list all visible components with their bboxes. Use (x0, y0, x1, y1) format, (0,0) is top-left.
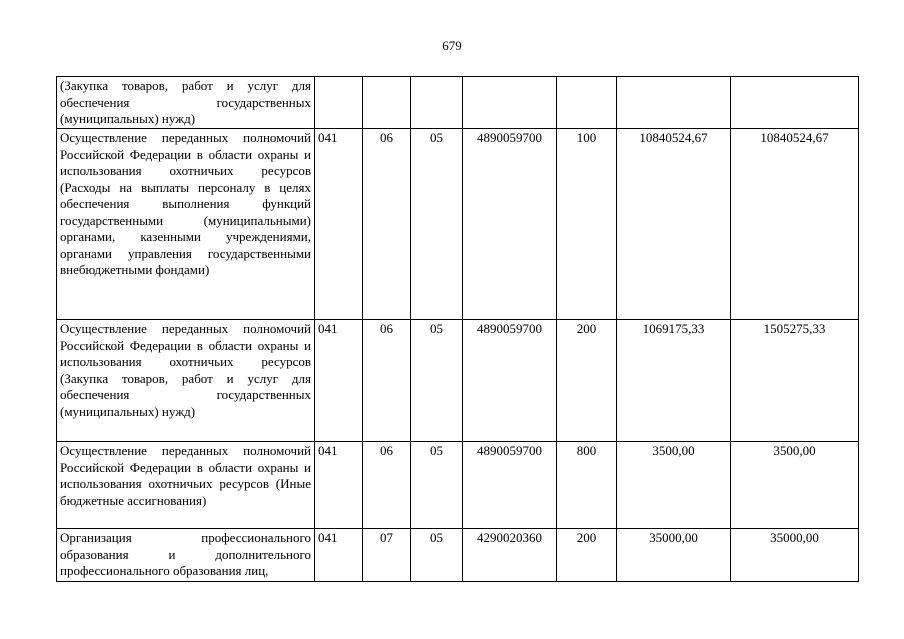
csr-code: 4890059700 (463, 320, 557, 442)
table-row (57, 529, 859, 582)
table-row (57, 77, 859, 129)
rz-code (363, 77, 411, 129)
vr-code (557, 77, 617, 129)
row-description: Организация профессионального образования и дополнительного профессионального образования лиц, (57, 529, 315, 582)
sum-2: 1505275,33 (731, 320, 859, 442)
pr-code: 05 (411, 442, 463, 529)
pr-code: 05 (411, 320, 463, 442)
vr-code: 200 (557, 529, 617, 582)
row-description: Осуществление переданных полномочий Российской Федерации в области охраны и использования охотничьих ресурсов (Иные бюджетные ассигнования) (57, 442, 315, 529)
sum-1 (617, 77, 731, 129)
rz-code: 07 (363, 529, 411, 582)
row-description: (Закупка товаров, работ и услуг для обеспечения государственных (муниципальных) нужд) (57, 77, 315, 129)
row-description: Осуществление переданных полномочий Российской Федерации в области охраны и использования охотничьих ресурсов (Закупка товаров, работ и услуг для обеспечения государственных (муниципальных) нужд) (57, 320, 315, 442)
sum-2: 3500,00 (731, 442, 859, 529)
ved-code (315, 77, 363, 129)
sum-1: 35000,00 (617, 529, 731, 582)
sum-2: 10840524,67 (731, 129, 859, 320)
rz-code: 06 (363, 129, 411, 320)
page-number: 679 (442, 38, 462, 53)
rz-code: 06 (363, 442, 411, 529)
sum-2: 35000,00 (731, 529, 859, 582)
vr-code: 800 (557, 442, 617, 529)
sum-1: 1069175,33 (617, 320, 731, 442)
ved-code: 041 (315, 129, 363, 320)
pr-code: 05 (411, 529, 463, 582)
sum-1: 3500,00 (617, 442, 731, 529)
sum-1: 10840524,67 (617, 129, 731, 320)
row-description: Осуществление переданных полномочий Российской Федерации в области охраны и использования охотничьих ресурсов (Расходы на выплаты персоналу в целях обеспечения выполнения функций государственными (муниципальными) органами, казенными учреждениями, органами управления государственными внебюджетными фондами) (57, 129, 315, 320)
ved-code: 041 (315, 529, 363, 582)
table-row (57, 129, 859, 320)
budget-table (56, 76, 859, 582)
pr-code (411, 77, 463, 129)
ved-code: 041 (315, 320, 363, 442)
csr-code (463, 77, 557, 129)
sum-2 (731, 77, 859, 129)
csr-code: 4290020360 (463, 529, 557, 582)
vr-code: 200 (557, 320, 617, 442)
ved-code: 041 (315, 442, 363, 529)
pr-code: 05 (411, 129, 463, 320)
csr-code: 4890059700 (463, 129, 557, 320)
csr-code: 4890059700 (463, 442, 557, 529)
table-row (57, 320, 859, 442)
vr-code: 100 (557, 129, 617, 320)
rz-code: 06 (363, 320, 411, 442)
table-row (57, 442, 859, 529)
